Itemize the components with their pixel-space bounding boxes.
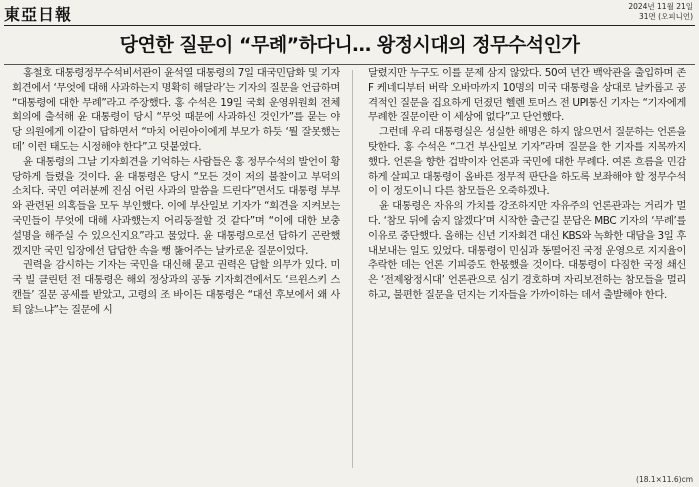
issue-date: 2024년 11월 21일	[628, 2, 693, 11]
article-headline: 당연한 질문이 “무례”하다니… 왕정시대의 정무수석인가	[119, 34, 580, 56]
page-section: 31면 (오피니언)	[638, 12, 693, 21]
newspaper-logo: 東亞日報	[4, 5, 73, 24]
left-column	[12, 66, 340, 471]
paragraph: 홍철호 대통령정무수석비서관이 윤석열 대통령의 7일 대국민담화 및 기자회견에서 ‘무엇에 대해 사과하는지 명확히 해달라’는 기자의 질문을 언급하며 “대통령에 대한 무례”라고 주장했다. 홍 수석은 19일 국회 운영위원회 전체 회의에 출석해 윤 대통령이 당시 “무엇 때문에 사과하신 것인가”를 묻는 야당 의원에게 이같이 답하면서 “마치 어린아이에게 부모가 하듯 ‘뭘 잘못했는데’ 이런 태도는 시정해야 한다”고 덧붙였다.	[12, 67, 340, 153]
column-divider	[352, 70, 353, 468]
top-rule	[4, 25, 695, 26]
paragraph: 달렸지만 누구도 이를 문제 삼지 않았다. 50여 년간 백악관을 출입하며 존 F 케네디부터 버락 오바마까지 10명의 미국 대통령을 상대로 날카롭고 공격적인 질문을 집요하게 던졌던 헬렌 토머스 전 UPI통신 기자는 “기자에게 무례한 질문이란 이 세상에 없다”고 단언했다.	[368, 67, 686, 124]
paragraph: 윤 대통령의 그날 기자회견을 기억하는 사람들은 홍 정무수석의 발언이 황당하게 들렸을 것이다. 윤 대통령은 당시 “모든 것이 저의 불찰이고 부덕의 소치다. 국민 여러분께 진심 어린 사과의 말씀을 드린다”면서도 대통령 부부와 관련된 의혹들을 모두 부인했다. 이에 부산일보 기자가 “회견을 지켜보는 국민들이 무엇에 대해 사과했는지 어리둥절할 것 같다”며 “이에 대한 보충 설명을 해주실 수 있으신지요”라고 물었다. 윤 대통령으로선 답하기 곤란했겠지만 국민 입장에선 답답한 속을 뻥 뚫어주는 날카로운 질문이었다.	[12, 155, 340, 257]
paragraph: 권력을 감시하는 기자는 국민을 대신해 묻고 권력은 답할 의무가 있다. 미국 빌 클린턴 전 대통령은 해외 정상과의 공동 기자회견에서도 ‘르윈스키 스캔들’ 질문 공세를 받았고, 고령의 조 바이든 대통령은 “대선 후보에서 왜 사퇴 않느냐”는 질문에 시	[12, 259, 340, 316]
headline-rule	[4, 64, 695, 65]
article-body	[0, 66, 699, 471]
clipping-size: (18.1×11.6)cm	[636, 475, 693, 484]
paragraph: 윤 대통령은 자유의 가치를 강조하지만 자유주의 언론관과는 거리가 멀다. ‘참모 뒤에 숨지 않겠다’며 시작한 출근길 문답은 MBC 기자의 ‘무례’를 이유로 중단했다. 올해는 신년 기자회견 대신 KBS와 녹화한 대담을 3일 후 내보내는 일도 있었다. 대통령이 민심과 동떨어진 국정 운영으로 지지율이 추락한 데는 언론 기피증도 한몫했을 것이다. 대통령이 다짐한 국정 쇄신은 ‘전제왕정시대’ 언론관으로 심기 경호하며 자리보전하는 참모들을 멀리하고, 불편한 질문을 던지는 기자들을 가까이하는 데서 출발해야 한다.	[368, 200, 686, 301]
issue-meta	[628, 2, 693, 22]
masthead	[0, 0, 699, 24]
paragraph: 그런데 우리 대통령실은 성실한 해명은 하지 않으면서 질문하는 언론을 탓한다. 홍 수석은 “그건 부산일보 기자”라며 질문을 한 기자를 지목까지 했다. 언론을 향한 겁박이자 언론과 국민에 대한 무례다. 여론 흐름을 민감하게 살피고 대통령이 올바른 정무적 판단을 하도록 보좌해야 할 정무수석이 이 정도이니 다른 참모들은 오죽하겠나.	[368, 126, 686, 198]
right-column	[368, 66, 686, 471]
